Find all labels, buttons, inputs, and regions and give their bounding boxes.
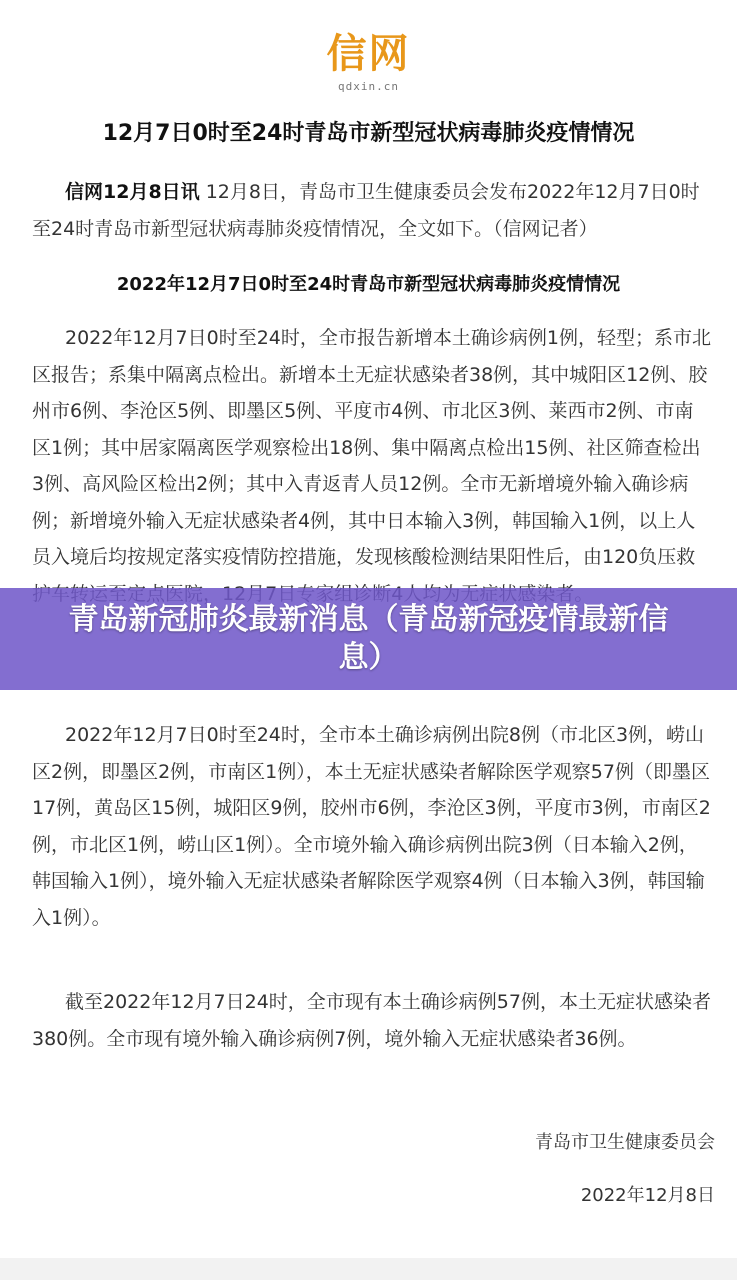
- logo-domain: qdxin.cn: [338, 80, 399, 93]
- bottom-divider: [0, 1258, 737, 1280]
- signature-org: 青岛市卫生健康委员会: [535, 1132, 715, 1153]
- cases-paragraph: 2022年12月7日0时至24时，全市报告新增本土确诊病例1例，轻型；系市北区报告；系集中隔离点检出。新增本土无症状感染者38例，其中城阳区12例、胶州市6例、李沧区5例、即墨区5例、平度市4例、市北区3例、莱西市2例、市南区1例；其中居家隔离医学观察检出18例、集中隔离点检出15例、社区筛查检出3例、高风险区检出2例；其中入青返青人员12例。全市无新增境外输入确诊病例；新增境外输入无症状感染者4例，其中日本输入3例，韩国输入1例，以上人员入境后均按规定落实疫情防控措施，发现核酸检测结果阳性后，由120负压救: [32, 327, 711, 568]
- banner-headline: 青岛新冠肺炎最新消息（青岛新冠疫情最新信息）: [68, 602, 669, 675]
- discharge-paragraph: 2022年12月7日0时至24时，全市本土确诊病例出院8例（市北区3例，崂山区2例，即墨区2例，市南区1例），本土无症状感染者解除医学观察57例（即墨区17例，黄岛区15例，城阳区9例，胶州市6例，李沧区3例，平度市3例，市南区2例，市北区1例，崂山区1例）。全市境外输入确诊病例出院3例（日本输入2例，韩国输入1例），境外输入无症状感染者解除医学观察4例（日本输入3例，韩国输入1例）。: [32, 724, 711, 929]
- logo-mark: 信网: [326, 31, 411, 77]
- headline-banner[interactable]: [0, 588, 737, 690]
- intro-paragraph: [32, 174, 712, 247]
- signature-date: 2022年12月8日: [580, 1185, 715, 1206]
- article-title: 12月7日0时至24时青岛市新型冠状病毒肺炎疫情情况: [102, 121, 635, 146]
- report-subtitle: 2022年12月7日0时至24时青岛市新型冠状病毒肺炎疫情情况: [116, 274, 621, 295]
- site-logo[interactable]: [0, 30, 737, 93]
- intro-body: 12月8日，青岛市卫生健康委员会发布2022年12月7日0时至24时青岛市新型冠状病毒肺炎疫情情况，全文如下。（信网记者）: [32, 181, 700, 240]
- totals-paragraph: 截至2022年12月7日24时，全市现有本土确诊病例57例，本土无症状感染者380例。全市现有境外输入确诊病例7例，境外输入无症状感染者36例。: [32, 991, 711, 1050]
- intro-lead: 信网12月8日讯: [65, 181, 200, 203]
